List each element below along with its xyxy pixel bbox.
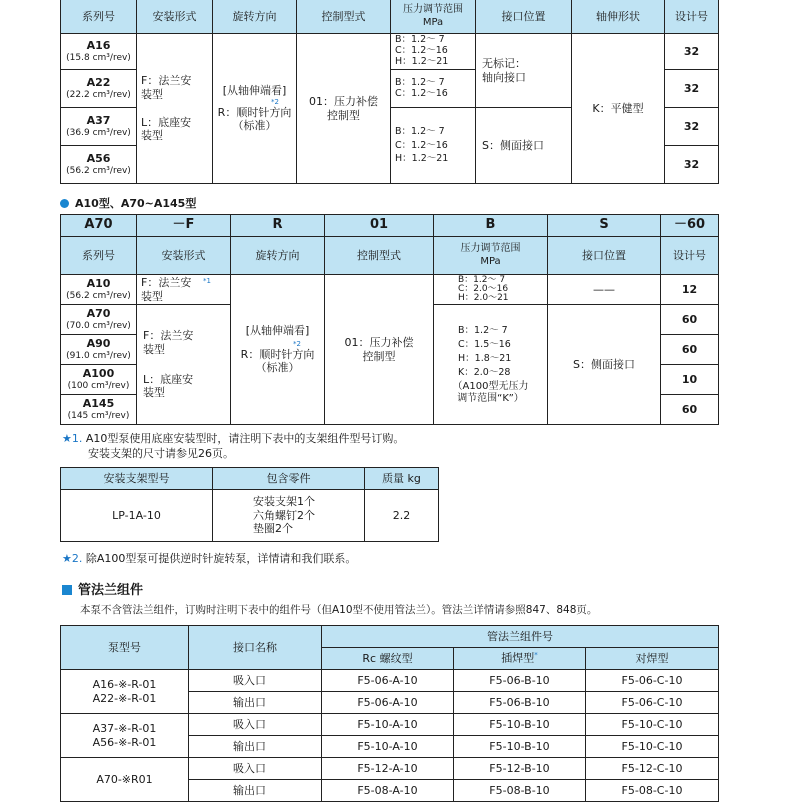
- port-discharge: 输出口: [189, 780, 322, 802]
- pressure-cell: B：1.2～ 7 C：1.5～16 H：1.8～21 K：2.0～28 （A100型无压力 调节范围“K”）: [434, 305, 548, 425]
- t2-h-mount: 安装形式: [137, 237, 231, 275]
- rotation-cell: [从轴伸端看] R：顺时针方向 *2 （标准）: [231, 275, 325, 425]
- note-1: [62, 430, 404, 446]
- code-control: 01: [325, 215, 434, 237]
- t1-h-series: 系列号: [61, 0, 137, 34]
- series-cell: A100 (100 cm³/rev): [61, 365, 137, 395]
- socket-cell: F5-06-B-10: [454, 692, 586, 714]
- code-rotation: R: [231, 215, 325, 237]
- bracket-header-row: [61, 468, 439, 490]
- note-1-line-2: 安装支架的尺寸请参见26页。: [88, 447, 234, 460]
- t2-h-design: 设计号: [661, 237, 719, 275]
- flange-pump-cell: A70-※R01: [61, 758, 189, 802]
- port-suction: 吸入口: [189, 670, 322, 692]
- butt-cell: F5-06-C-10: [586, 692, 719, 714]
- butt-cell: F5-06-C-10: [586, 670, 719, 692]
- series-cell: A10 (56.2 cm³/rev): [61, 275, 137, 305]
- butt-cell: F5-12-C-10: [586, 758, 719, 780]
- socket-cell: F5-10-B-10: [454, 714, 586, 736]
- table-row: [61, 670, 719, 692]
- bracket-table: [60, 467, 439, 542]
- code-design: －60: [661, 215, 719, 237]
- table-row: [61, 34, 719, 70]
- mount-cell: F：法兰安 装型 L：底座安 装型: [137, 305, 231, 425]
- star-mark: *: [534, 651, 538, 660]
- design-cell: 60: [661, 305, 719, 335]
- rc-cell: F5-10-A-10: [322, 714, 454, 736]
- t1-h-mount: 安装形式: [137, 0, 213, 34]
- shaft-cell: K：平健型: [572, 34, 665, 184]
- a10-pressure-cell: B：1.2～ 7 C：2.0～16 H：2.0～21: [434, 275, 548, 305]
- socket-cell: F5-12-B-10: [454, 758, 586, 780]
- model-code-row: [61, 215, 719, 237]
- table-row: [61, 490, 439, 542]
- design-cell: 32: [665, 108, 719, 146]
- series-cell: A90 (91.0 cm³/rev): [61, 335, 137, 365]
- rc-cell: F5-08-A-10: [322, 780, 454, 802]
- socket-cell: F5-10-B-10: [454, 736, 586, 758]
- flange-table: [60, 625, 719, 802]
- rc-cell: F5-12-A-10: [322, 758, 454, 780]
- bracket-h-model: 安装支架型号: [61, 468, 213, 490]
- flange-section-title: 管法兰组件: [62, 579, 143, 598]
- code-series: A70: [61, 215, 137, 237]
- table2-header-row: [61, 237, 719, 275]
- series-table-2: [60, 214, 719, 425]
- flange-pump-cell: A16-※-R-01 A22-※-R-01: [61, 670, 189, 714]
- control-cell: 01：压力补偿 控制型: [297, 34, 391, 184]
- design-cell: 60: [661, 335, 719, 365]
- mount-cell: F：法兰安 装型 L：底座安 装型: [137, 34, 213, 184]
- rc-cell: F5-06-A-10: [322, 692, 454, 714]
- a10-mount-cell: F：法兰安 装型 *1: [137, 275, 231, 305]
- t1-h-rotation: 旋转方向: [213, 0, 297, 34]
- design-cell: 12: [661, 275, 719, 305]
- series-cell: A56 (56.2 cm³/rev): [61, 146, 137, 184]
- rotation-cell: [从轴伸端看] R：顺时针方向 *2 （标准）: [213, 34, 297, 184]
- section-a10-title: A10型、A70~A145型: [60, 195, 196, 211]
- design-cell: 10: [661, 365, 719, 395]
- star-mark: *2: [293, 339, 301, 348]
- flange-header-row-1: [61, 626, 719, 648]
- series-cell: A16 (15.8 cm³/rev): [61, 34, 137, 70]
- butt-cell: F5-10-C-10: [586, 736, 719, 758]
- port-discharge: 输出口: [189, 736, 322, 758]
- series-cell: A37 (36.9 cm³/rev): [61, 108, 137, 146]
- table-row: [61, 275, 719, 305]
- t1-h-pressure: 压力调节范围 MPa: [391, 0, 476, 34]
- bullet-icon: [60, 199, 69, 208]
- table1-header-row: [61, 0, 719, 34]
- table-row: [61, 714, 719, 736]
- butt-cell: F5-10-C-10: [586, 714, 719, 736]
- flange-h-group: 管法兰组件号: [322, 626, 719, 648]
- t2-h-port: 接口位置: [548, 237, 661, 275]
- t2-h-rotation: 旋转方向: [231, 237, 325, 275]
- square-bullet-icon: [62, 585, 72, 595]
- port-suction: 吸入口: [189, 714, 322, 736]
- port-suction: 吸入口: [189, 758, 322, 780]
- star-mark: *2: [271, 97, 279, 106]
- pressure-cell: B：1.2～ 7 C：1.2～16 H：1.2～21: [391, 108, 476, 184]
- a10-port-cell: ——: [548, 275, 661, 305]
- flange-h-socket-weld: 插焊型*: [454, 648, 586, 670]
- series-cell: A70 (70.0 cm³/rev): [61, 305, 137, 335]
- t1-h-shaft: 轴伸形状: [572, 0, 665, 34]
- series-table-1: [60, 0, 719, 184]
- port-side-cell: S：侧面接口: [476, 108, 572, 184]
- bracket-parts: 安装支架1个 六角螺钉2个 垫圈2个: [213, 490, 365, 542]
- flange-intro: 本泵不含管法兰组件，订购时注明下表中的组件号（但A10型不使用管法兰）。管法兰详情请参照847、848页。: [80, 604, 598, 616]
- note-2: [62, 550, 356, 566]
- flange-h-butt-weld: 对焊型: [586, 648, 719, 670]
- bracket-h-parts: 包含零件: [213, 468, 365, 490]
- pressure-cell: B：1.2～ 7 C：1.2～16: [391, 70, 476, 108]
- socket-cell: F5-08-B-10: [454, 780, 586, 802]
- code-mount: －F: [137, 215, 231, 237]
- series-cell: A145 (145 cm³/rev): [61, 395, 137, 425]
- note-2-mark: ★2.: [62, 552, 83, 565]
- port-side-cell: S：侧面接口: [548, 305, 661, 425]
- flange-pump-cell: A37-※-R-01 A56-※-R-01: [61, 714, 189, 758]
- note-1-mark: ★1.: [62, 432, 83, 445]
- code-port: S: [548, 215, 661, 237]
- t1-h-design: 设计号: [665, 0, 719, 34]
- t1-h-control: 控制型式: [297, 0, 391, 34]
- socket-cell: F5-06-B-10: [454, 670, 586, 692]
- port-axial-cell: 无标记： 轴向接口: [476, 34, 572, 108]
- note-2-text: 除A100型泵可提供逆时针旋转泵，详情请和我们联系。: [85, 552, 357, 565]
- code-pressure: B: [434, 215, 548, 237]
- design-cell: 32: [665, 70, 719, 108]
- flange-h-port: 接口名称: [189, 626, 322, 670]
- bracket-h-mass: 质量 kg: [365, 468, 439, 490]
- flange-h-pump: 泵型号: [61, 626, 189, 670]
- rc-cell: F5-06-A-10: [322, 670, 454, 692]
- t2-h-pressure: 压力调节范围 MPa: [434, 237, 548, 275]
- series-cell: A22 (22.2 cm³/rev): [61, 70, 137, 108]
- flange-h-rc: Rc 螺纹型: [322, 648, 454, 670]
- pressure-cell: B：1.2～ 7 C：1.2～16 H：1.2～21: [391, 34, 476, 70]
- butt-cell: F5-08-C-10: [586, 780, 719, 802]
- port-discharge: 输出口: [189, 692, 322, 714]
- design-cell: 32: [665, 146, 719, 184]
- note-1-line-1: A10型泵使用底座安装型时，请注明下表中的支架组件型号订购。: [85, 432, 405, 445]
- bracket-mass: 2.2: [365, 490, 439, 542]
- t2-h-control: 控制型式: [325, 237, 434, 275]
- control-cell: 01：压力补偿 控制型: [325, 275, 434, 425]
- rc-cell: F5-10-A-10: [322, 736, 454, 758]
- t2-h-series: 系列号: [61, 237, 137, 275]
- t1-h-port: 接口位置: [476, 0, 572, 34]
- table-row: [61, 758, 719, 780]
- star-mark: *1: [203, 277, 211, 285]
- design-cell: 32: [665, 34, 719, 70]
- bracket-model: LP-1A-10: [61, 490, 213, 542]
- design-cell: 60: [661, 395, 719, 425]
